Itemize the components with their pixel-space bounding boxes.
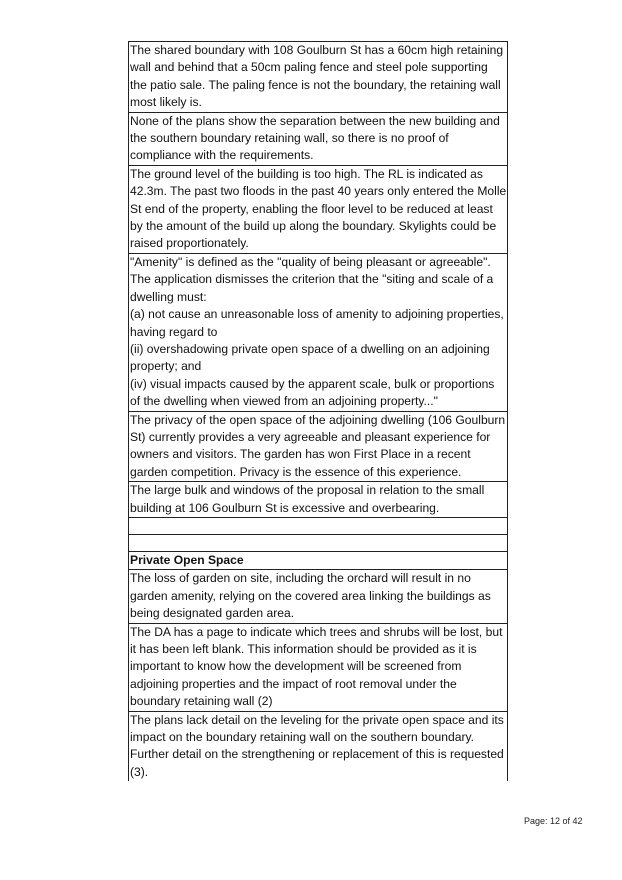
table-row [129,534,508,551]
garden-loss-paragraph: The loss of garden on site, including the orchard will result in no garden amenity, relying on the covered area linking the buildings as being designated garden area. [129,570,508,623]
section-heading: Private Open Space [129,551,508,569]
empty-cell [129,517,508,534]
table-row [129,711,508,781]
amenity-definition-paragraph: "Amenity" is defined as the "quality of being pleasant or agreeable". The application dismisses the criterion that the "siting and scale of a dwelling must: (a) not cause an unreasonable loss of amenity to adjoining properties, having regard to (ii) overshadowing private open space of a dwelling on an adjoining property; and (iv) visual impacts caused by the apparent scale, bulk or proportions of the dwelling when viewed from an adjoining property..." [129,253,508,411]
table-row [129,482,508,518]
plans-separation-paragraph: None of the plans show the separation between the new building and the southern boundary retaining wall, so there is no proof of compliance with the requirements. [129,112,508,165]
table-row [129,112,508,165]
table-row [129,42,508,113]
trees-shrubs-paragraph: The DA has a page to indicate which trees and shrubs will be lost, but it has been left blank. This information should be provided as it is important to know how the development will be screened from adjoining properties and the impact of root removal under the boundary retaining wall (2) [129,623,508,711]
boundary-retaining-wall-paragraph: The shared boundary with 108 Goulburn St has a 60cm high retaining wall and behind that a 50cm paling fence and steel pole supporting the patio sale. The paling fence is not the boundary, the retaining wall most likely is. [129,42,508,113]
bulk-windows-paragraph: The large bulk and windows of the proposal in relation to the small building at 106 Goulburn St is excessive and overbearing. [129,482,508,518]
table-row [129,165,508,253]
table-row [129,517,508,534]
leveling-detail-paragraph: The plans lack detail on the leveling for the private open space and its impact on the boundary retaining wall on the southern boundary. Further detail on the strengthening or replacement of this is requested (3). [129,711,508,781]
table-row [129,411,508,482]
submission-table [128,41,508,781]
table-row [129,623,508,711]
table-row [129,551,508,569]
empty-cell [129,534,508,551]
table-row [129,253,508,411]
page-number: Page: 12 of 42 [524,816,583,826]
table-row [129,570,508,623]
ground-level-paragraph: The ground level of the building is too high. The RL is indicated as 42.3m. The past two floods in the past 40 years only entered the Molle St end of the property, enabling the floor level to be reduced at least by the amount of the build up along the boundary. Skylights could be raised proportionately. [129,165,508,253]
privacy-paragraph: The privacy of the open space of the adjoining dwelling (106 Goulburn St) currently provides a very agreeable and pleasant experience for owners and visitors. The garden has won First Place in a recent garden competition. Privacy is the essence of this experience. [129,411,508,482]
